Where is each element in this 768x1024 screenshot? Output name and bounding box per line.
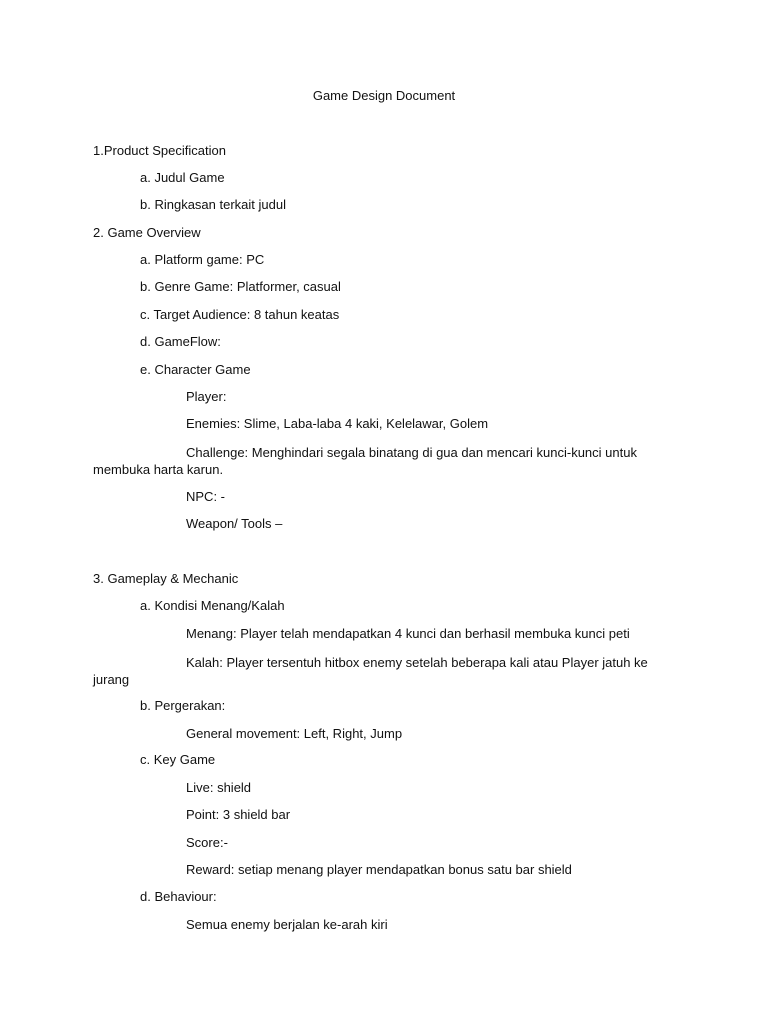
section-3-item-d: d. Behaviour: [140, 889, 217, 904]
key-reward: Reward: setiap menang player mendapatkan bonus satu bar shield [186, 862, 572, 877]
section-2-item-e: e. Character Game [140, 362, 251, 377]
condition-win: Menang: Player telah mendapatkan 4 kunci dan berhasil membuka kunci peti [186, 626, 630, 641]
section-3-item-c: c. Key Game [140, 752, 216, 767]
section-2-item-a: a. Platform game: PC [140, 252, 265, 267]
key-point: Point: 3 shield bar [186, 807, 291, 822]
movement-general: General movement: Left, Right, Jump [186, 726, 403, 741]
section-2-item-d: d. GameFlow: [140, 334, 221, 349]
section-2-heading: 2. Game Overview [93, 225, 201, 240]
section-1-item-a: a. Judul Game [140, 170, 225, 185]
section-3-item-b: b. Pergerakan: [140, 698, 226, 713]
document-title: Game Design Document [312, 88, 456, 103]
character-challenge: Challenge: Menghindari segala binatang di gua dan mencari kunci-kunci untuk membuka harta karun. [93, 445, 637, 477]
section-1-item-b: b. Ringkasan terkait judul [140, 197, 286, 212]
key-live: Live: shield [186, 780, 252, 795]
condition-lose: Kalah: Player tersentuh hitbox enemy setelah beberapa kali atau Player jatuh ke jurang [93, 655, 648, 687]
section-3-heading: 3. Gameplay & Mechanic [93, 571, 239, 586]
character-npc: NPC: - [186, 489, 225, 504]
section-2-item-c: c. Target Audience: 8 tahun keatas [140, 307, 340, 322]
character-enemies: Enemies: Slime, Laba-laba 4 kaki, Kelelawar, Golem [186, 416, 489, 431]
character-weapon: Weapon/ Tools – [186, 516, 283, 531]
character-player: Player: [186, 389, 227, 404]
section-2-item-b: b. Genre Game: Platformer, casual [140, 279, 341, 294]
behaviour-enemy: Semua enemy berjalan ke-arah kiri [186, 917, 388, 932]
section-1-heading: 1.Product Specification [93, 143, 226, 158]
section-3-item-a: a. Kondisi Menang/Kalah [140, 598, 285, 613]
key-score: Score:- [186, 835, 228, 850]
